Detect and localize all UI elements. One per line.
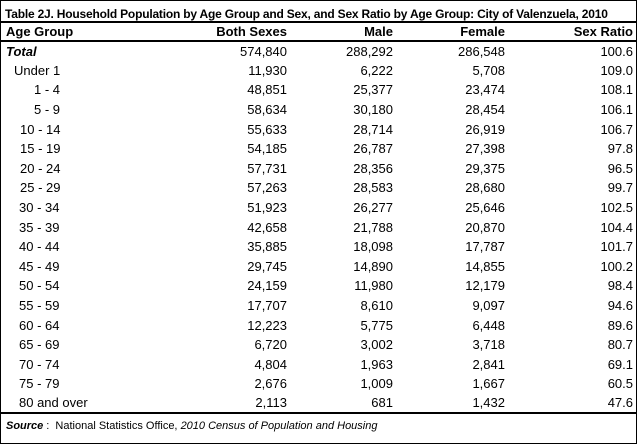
table-row bbox=[1, 61, 636, 81]
table-row bbox=[1, 257, 636, 277]
both-sexes-cell: 574,840 bbox=[240, 43, 287, 59]
sex-ratio-cell: 80.7 bbox=[607, 337, 633, 353]
table-row bbox=[1, 119, 636, 139]
sex-ratio-cell: 104.4 bbox=[600, 219, 633, 235]
sex-ratio-cell: 99.7 bbox=[607, 180, 633, 196]
male-cell: 3,002 bbox=[360, 337, 393, 353]
age-group-cell: 70 - 74 bbox=[19, 356, 60, 372]
source-separator: : bbox=[46, 420, 50, 433]
source-note bbox=[1, 414, 636, 432]
source-organization: National Statistics Office, bbox=[55, 420, 178, 433]
col-header-sex-ratio: Sex Ratio bbox=[505, 23, 636, 41]
age-group-cell: 30 - 34 bbox=[19, 200, 60, 216]
female-cell: 28,454 bbox=[465, 102, 505, 118]
age-group-cell: Total bbox=[6, 43, 37, 59]
female-cell: 27,398 bbox=[465, 141, 505, 157]
female-cell: 1,667 bbox=[472, 376, 505, 392]
male-cell: 8,610 bbox=[360, 298, 393, 314]
both-sexes-cell: 17,707 bbox=[247, 298, 287, 314]
female-cell: 26,919 bbox=[465, 121, 505, 137]
male-cell: 288,292 bbox=[346, 43, 393, 59]
sex-ratio-cell: 108.1 bbox=[600, 82, 633, 98]
age-group-cell: 15 - 19 bbox=[20, 141, 61, 157]
female-cell: 6,448 bbox=[472, 317, 505, 333]
both-sexes-cell: 42,658 bbox=[247, 219, 287, 235]
age-group-cell: 80 and over bbox=[19, 395, 88, 411]
sex-ratio-cell: 102.5 bbox=[600, 200, 633, 216]
female-cell: 286,548 bbox=[458, 43, 505, 59]
sex-ratio-cell: 96.5 bbox=[607, 160, 633, 176]
sex-ratio-cell: 109.0 bbox=[600, 62, 633, 78]
sex-ratio-cell: 98.4 bbox=[607, 278, 633, 294]
both-sexes-cell: 57,263 bbox=[247, 180, 287, 196]
col-header-age-group: Age Group bbox=[1, 23, 130, 41]
age-group-cell: 10 - 14 bbox=[20, 121, 61, 137]
male-cell: 1,963 bbox=[360, 356, 393, 372]
male-cell: 11,980 bbox=[354, 278, 393, 294]
both-sexes-cell: 48,851 bbox=[247, 82, 287, 98]
male-cell: 21,788 bbox=[353, 219, 393, 235]
age-group-cell: 20 - 24 bbox=[20, 160, 61, 176]
table-row bbox=[1, 217, 636, 237]
male-cell: 26,787 bbox=[353, 141, 393, 157]
male-cell: 28,356 bbox=[353, 160, 393, 176]
female-cell: 17,787 bbox=[465, 239, 505, 255]
both-sexes-cell: 6,720 bbox=[254, 337, 287, 353]
sex-ratio-cell: 47.6 bbox=[607, 395, 633, 411]
both-sexes-cell: 57,731 bbox=[247, 160, 287, 176]
age-group-cell: 65 - 69 bbox=[19, 337, 60, 353]
male-cell: 26,277 bbox=[353, 200, 393, 216]
male-cell: 6,222 bbox=[360, 62, 393, 78]
sex-ratio-cell: 69.1 bbox=[607, 356, 633, 372]
male-cell: 25,377 bbox=[353, 82, 393, 98]
table-row bbox=[1, 178, 636, 198]
table-row bbox=[1, 100, 636, 120]
female-cell: 25,646 bbox=[465, 200, 505, 216]
both-sexes-cell: 29,745 bbox=[247, 258, 287, 274]
both-sexes-cell: 2,113 bbox=[255, 395, 287, 411]
sex-ratio-cell: 89.6 bbox=[607, 317, 633, 333]
age-group-cell: 55 - 59 bbox=[19, 298, 60, 314]
sex-ratio-cell: 60.5 bbox=[607, 376, 633, 392]
both-sexes-cell: 54,185 bbox=[247, 141, 287, 157]
male-cell: 18,098 bbox=[353, 239, 393, 255]
male-cell: 28,714 bbox=[353, 121, 393, 137]
table-row bbox=[1, 159, 636, 179]
both-sexes-cell: 24,159 bbox=[247, 278, 287, 294]
age-group-cell: Under 1 bbox=[14, 62, 61, 78]
table-row bbox=[1, 41, 636, 61]
age-group-cell: 35 - 39 bbox=[19, 219, 60, 235]
age-group-cell: 75 - 79 bbox=[19, 376, 60, 392]
sex-ratio-cell: 94.6 bbox=[607, 298, 633, 314]
female-cell: 5,708 bbox=[472, 62, 505, 78]
table-row bbox=[1, 198, 636, 218]
female-cell: 2,841 bbox=[472, 356, 505, 372]
sex-ratio-cell: 106.7 bbox=[600, 121, 633, 137]
female-cell: 1,432 bbox=[472, 395, 505, 411]
source-publication: 2010 Census of Population and Housing bbox=[180, 420, 378, 433]
sex-ratio-cell: 97.8 bbox=[607, 141, 633, 157]
male-cell: 5,775 bbox=[360, 317, 393, 333]
table-row bbox=[1, 296, 636, 316]
female-cell: 14,855 bbox=[465, 258, 505, 274]
age-group-cell: 1 - 4 bbox=[34, 82, 61, 98]
female-cell: 23,474 bbox=[465, 82, 505, 98]
male-cell: 28,583 bbox=[353, 180, 393, 196]
male-cell: 14,890 bbox=[353, 258, 393, 274]
female-cell: 12,179 bbox=[465, 278, 505, 294]
age-group-cell: 40 - 44 bbox=[19, 239, 60, 255]
col-header-female: Female bbox=[393, 23, 505, 41]
both-sexes-cell: 51,923 bbox=[247, 200, 287, 216]
table-row bbox=[1, 335, 636, 355]
table-row bbox=[1, 394, 636, 414]
table-row bbox=[1, 80, 636, 100]
male-cell: 681 bbox=[371, 395, 393, 411]
both-sexes-cell: 2,676 bbox=[254, 376, 287, 392]
col-header-male: Male bbox=[287, 23, 393, 41]
population-table bbox=[1, 23, 636, 414]
age-group-cell: 45 - 49 bbox=[19, 258, 60, 274]
female-cell: 28,680 bbox=[465, 180, 505, 196]
table-title: Table 2J. Household Population by Age Group and Sex, and Sex Ratio by Age Group: City of Valenzuela, 2010 bbox=[1, 1, 636, 23]
age-group-cell: 50 - 54 bbox=[19, 278, 60, 294]
age-group-cell: 25 - 29 bbox=[20, 180, 61, 196]
female-cell: 29,375 bbox=[465, 160, 505, 176]
both-sexes-cell: 55,633 bbox=[247, 121, 287, 137]
female-cell: 3,718 bbox=[472, 337, 505, 353]
table-row bbox=[1, 139, 636, 159]
source-label: Source bbox=[6, 420, 44, 433]
table-row bbox=[1, 374, 636, 394]
col-header-both-sexes: Both Sexes bbox=[130, 23, 287, 41]
sex-ratio-cell: 101.7 bbox=[600, 239, 633, 255]
sex-ratio-cell: 100.6 bbox=[600, 43, 633, 59]
table-row bbox=[1, 355, 636, 375]
male-cell: 1,009 bbox=[360, 376, 393, 392]
both-sexes-cell: 58,634 bbox=[247, 102, 287, 118]
age-group-cell: 60 - 64 bbox=[19, 317, 60, 333]
both-sexes-cell: 11,930 bbox=[248, 62, 287, 78]
age-group-cell: 5 - 9 bbox=[34, 102, 61, 118]
header-row bbox=[1, 23, 636, 41]
sex-ratio-cell: 100.2 bbox=[600, 258, 633, 274]
both-sexes-cell: 4,804 bbox=[254, 356, 287, 372]
female-cell: 9,097 bbox=[472, 298, 505, 314]
table-row bbox=[1, 315, 636, 335]
both-sexes-cell: 12,223 bbox=[247, 317, 287, 333]
both-sexes-cell: 35,885 bbox=[247, 239, 287, 255]
table-body bbox=[1, 41, 636, 413]
table-row bbox=[1, 276, 636, 296]
sex-ratio-cell: 106.1 bbox=[600, 102, 633, 118]
female-cell: 20,870 bbox=[465, 219, 505, 235]
male-cell: 30,180 bbox=[353, 102, 393, 118]
table-row bbox=[1, 237, 636, 257]
